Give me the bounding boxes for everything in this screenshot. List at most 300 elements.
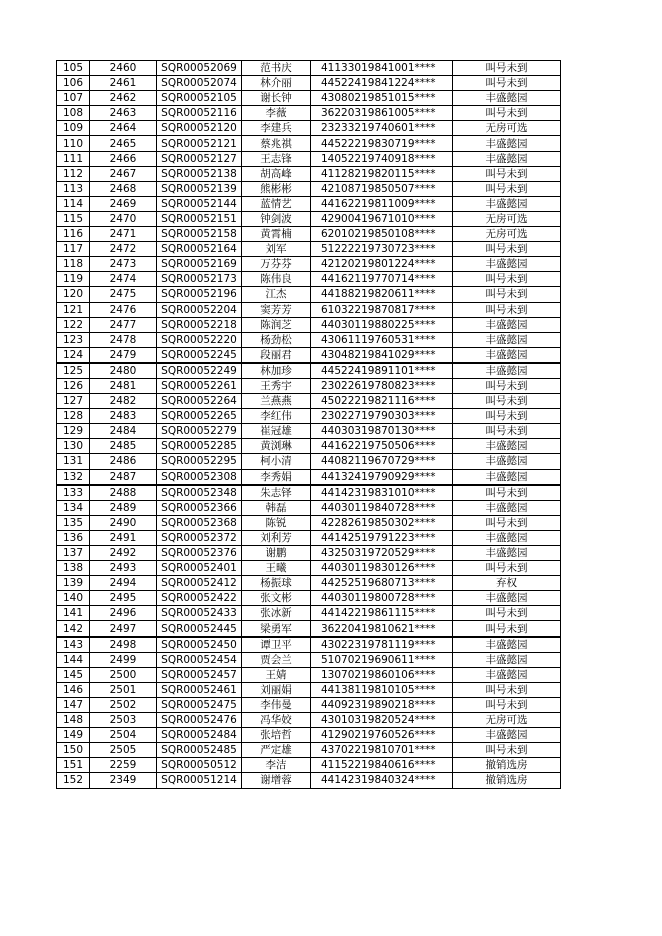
- id-number-cell: 44522419891101****: [311, 363, 453, 379]
- applicant-name-cell: 陈锐: [242, 515, 311, 530]
- id-number-cell: 44142219861115****: [311, 606, 453, 621]
- application-id-cell: SQR00052484: [157, 728, 242, 743]
- table-row: [57, 181, 561, 196]
- queue-number-cell: 2479: [90, 347, 157, 363]
- queue-number-cell: 2472: [90, 242, 157, 257]
- application-id-cell: SQR00052485: [157, 743, 242, 758]
- application-id-cell: SQR00052169: [157, 257, 242, 272]
- queue-number-cell: 2485: [90, 439, 157, 454]
- table-row: [57, 515, 561, 530]
- table-row: [57, 561, 561, 576]
- id-number-cell: 44522419841224****: [311, 76, 453, 91]
- application-id-cell: SQR00052457: [157, 667, 242, 682]
- id-number-cell: 44188219820611****: [311, 287, 453, 302]
- table-row: [57, 439, 561, 454]
- table-row: [57, 363, 561, 379]
- application-id-cell: SQR00052121: [157, 136, 242, 151]
- result-cell: 丰盛懿园: [453, 317, 561, 332]
- applicant-name-cell: 李秀娟: [242, 469, 311, 485]
- application-id-cell: SQR00052204: [157, 302, 242, 317]
- queue-number-cell: 2484: [90, 424, 157, 439]
- seq-number-cell: 135: [57, 515, 90, 530]
- seq-number-cell: 148: [57, 713, 90, 728]
- id-number-cell: 42120219801224****: [311, 257, 453, 272]
- table-row: [57, 682, 561, 697]
- seq-number-cell: 123: [57, 332, 90, 347]
- applicant-name-cell: 黄浏琳: [242, 439, 311, 454]
- applicant-name-cell: 林加珍: [242, 363, 311, 379]
- applicant-name-cell: 刘军: [242, 242, 311, 257]
- application-id-cell: SQR00052151: [157, 211, 242, 226]
- seq-number-cell: 140: [57, 591, 90, 606]
- applicant-name-cell: 谢鹏: [242, 546, 311, 561]
- applicant-name-cell: 朱志铎: [242, 485, 311, 501]
- result-cell: 丰盛懿园: [453, 151, 561, 166]
- application-id-cell: SQR00052372: [157, 530, 242, 545]
- queue-number-cell: 2463: [90, 106, 157, 121]
- table-row: [57, 758, 561, 773]
- allocation-table: [56, 60, 561, 789]
- queue-number-cell: 2503: [90, 713, 157, 728]
- queue-number-cell: 2499: [90, 652, 157, 667]
- seq-number-cell: 132: [57, 469, 90, 485]
- applicant-name-cell: 贾会兰: [242, 652, 311, 667]
- applicant-name-cell: 黄霄楠: [242, 227, 311, 242]
- application-id-cell: SQR00052308: [157, 469, 242, 485]
- queue-number-cell: 2476: [90, 302, 157, 317]
- seq-number-cell: 109: [57, 121, 90, 136]
- application-id-cell: SQR00052279: [157, 424, 242, 439]
- applicant-name-cell: 兰燕燕: [242, 394, 311, 409]
- result-cell: 叫号未到: [453, 76, 561, 91]
- result-cell: 叫号未到: [453, 302, 561, 317]
- table-row: [57, 242, 561, 257]
- result-cell: 叫号未到: [453, 621, 561, 637]
- id-number-cell: 44142319831010****: [311, 485, 453, 501]
- table-row: [57, 576, 561, 591]
- applicant-name-cell: 韩磊: [242, 500, 311, 515]
- table-row: [57, 91, 561, 106]
- seq-number-cell: 150: [57, 743, 90, 758]
- applicant-name-cell: 李建兵: [242, 121, 311, 136]
- seq-number-cell: 126: [57, 378, 90, 393]
- application-id-cell: SQR00052127: [157, 151, 242, 166]
- id-number-cell: 44082119670729****: [311, 454, 453, 469]
- seq-number-cell: 151: [57, 758, 90, 773]
- result-cell: 叫号未到: [453, 61, 561, 76]
- queue-number-cell: 2491: [90, 530, 157, 545]
- application-id-cell: SQR00052422: [157, 591, 242, 606]
- application-id-cell: SQR00052144: [157, 196, 242, 211]
- queue-number-cell: 2492: [90, 546, 157, 561]
- result-cell: 叫号未到: [453, 561, 561, 576]
- application-id-cell: SQR00052164: [157, 242, 242, 257]
- table-row: [57, 106, 561, 121]
- result-cell: 撤销选房: [453, 773, 561, 788]
- seq-number-cell: 131: [57, 454, 90, 469]
- result-cell: 叫号未到: [453, 394, 561, 409]
- queue-number-cell: 2464: [90, 121, 157, 136]
- application-id-cell: SQR00052461: [157, 682, 242, 697]
- table-row: [57, 257, 561, 272]
- result-cell: 丰盛懿园: [453, 728, 561, 743]
- application-id-cell: SQR00052074: [157, 76, 242, 91]
- seq-number-cell: 129: [57, 424, 90, 439]
- queue-number-cell: 2460: [90, 61, 157, 76]
- queue-number-cell: 2259: [90, 758, 157, 773]
- applicant-name-cell: 刘利芳: [242, 530, 311, 545]
- id-number-cell: 44162219811009****: [311, 196, 453, 211]
- table-row: [57, 606, 561, 621]
- application-id-cell: SQR00052475: [157, 697, 242, 712]
- id-number-cell: 41133019841001****: [311, 61, 453, 76]
- application-id-cell: SQR00052196: [157, 287, 242, 302]
- queue-number-cell: 2462: [90, 91, 157, 106]
- id-number-cell: 44030119830126****: [311, 561, 453, 576]
- result-cell: 叫号未到: [453, 272, 561, 287]
- seq-number-cell: 119: [57, 272, 90, 287]
- application-id-cell: SQR00052139: [157, 181, 242, 196]
- application-id-cell: SQR00052454: [157, 652, 242, 667]
- id-number-cell: 44030119800728****: [311, 591, 453, 606]
- queue-number-cell: 2504: [90, 728, 157, 743]
- table-row: [57, 378, 561, 393]
- table-row: [57, 227, 561, 242]
- applicant-name-cell: 冯华姣: [242, 713, 311, 728]
- application-id-cell: SQR00052376: [157, 546, 242, 561]
- seq-number-cell: 137: [57, 546, 90, 561]
- result-cell: 丰盛懿园: [453, 500, 561, 515]
- queue-number-cell: 2494: [90, 576, 157, 591]
- seq-number-cell: 139: [57, 576, 90, 591]
- seq-number-cell: 113: [57, 181, 90, 196]
- application-id-cell: SQR00052295: [157, 454, 242, 469]
- result-cell: 无房可选: [453, 211, 561, 226]
- allocation-table-body: [57, 61, 561, 789]
- seq-number-cell: 112: [57, 166, 90, 181]
- queue-number-cell: 2496: [90, 606, 157, 621]
- applicant-name-cell: 窦芳芳: [242, 302, 311, 317]
- table-row: [57, 121, 561, 136]
- table-row: [57, 637, 561, 653]
- applicant-name-cell: 严定雄: [242, 743, 311, 758]
- seq-number-cell: 149: [57, 728, 90, 743]
- seq-number-cell: 142: [57, 621, 90, 637]
- table-row: [57, 591, 561, 606]
- seq-number-cell: 136: [57, 530, 90, 545]
- result-cell: 丰盛懿园: [453, 530, 561, 545]
- application-id-cell: SQR00052366: [157, 500, 242, 515]
- id-number-cell: 43061119760531****: [311, 332, 453, 347]
- result-cell: 叫号未到: [453, 378, 561, 393]
- applicant-name-cell: 陈润芝: [242, 317, 311, 332]
- result-cell: 丰盛懿园: [453, 667, 561, 682]
- table-row: [57, 61, 561, 76]
- id-number-cell: 44092319890218****: [311, 697, 453, 712]
- queue-number-cell: 2469: [90, 196, 157, 211]
- queue-number-cell: 2482: [90, 394, 157, 409]
- applicant-name-cell: 王婧: [242, 667, 311, 682]
- applicant-name-cell: 江杰: [242, 287, 311, 302]
- application-id-cell: SQR00052158: [157, 227, 242, 242]
- result-cell: 叫号未到: [453, 743, 561, 758]
- application-id-cell: SQR00052105: [157, 91, 242, 106]
- result-cell: 叫号未到: [453, 409, 561, 424]
- result-cell: 丰盛懿园: [453, 637, 561, 653]
- queue-number-cell: 2498: [90, 637, 157, 653]
- table-row: [57, 530, 561, 545]
- table-row: [57, 166, 561, 181]
- queue-number-cell: 2473: [90, 257, 157, 272]
- result-cell: 丰盛懿园: [453, 591, 561, 606]
- application-id-cell: SQR00052220: [157, 332, 242, 347]
- application-id-cell: SQR00052264: [157, 394, 242, 409]
- table-row: [57, 196, 561, 211]
- seq-number-cell: 106: [57, 76, 90, 91]
- application-id-cell: SQR00052450: [157, 637, 242, 653]
- result-cell: 丰盛懿园: [453, 257, 561, 272]
- result-cell: 弃权: [453, 576, 561, 591]
- id-number-cell: 44030319870130****: [311, 424, 453, 439]
- result-cell: 丰盛懿园: [453, 196, 561, 211]
- id-number-cell: 43048219841029****: [311, 347, 453, 363]
- table-row: [57, 773, 561, 788]
- applicant-name-cell: 谭卫平: [242, 637, 311, 653]
- seq-number-cell: 130: [57, 439, 90, 454]
- table-row: [57, 136, 561, 151]
- queue-number-cell: 2474: [90, 272, 157, 287]
- applicant-name-cell: 杨劲松: [242, 332, 311, 347]
- seq-number-cell: 122: [57, 317, 90, 332]
- seq-number-cell: 127: [57, 394, 90, 409]
- application-id-cell: SQR00050512: [157, 758, 242, 773]
- result-cell: 丰盛懿园: [453, 91, 561, 106]
- applicant-name-cell: 王曦: [242, 561, 311, 576]
- result-cell: 丰盛懿园: [453, 652, 561, 667]
- application-id-cell: SQR00051214: [157, 773, 242, 788]
- table-row: [57, 454, 561, 469]
- seq-number-cell: 138: [57, 561, 90, 576]
- application-id-cell: SQR00052265: [157, 409, 242, 424]
- applicant-name-cell: 梁勇军: [242, 621, 311, 637]
- table-row: [57, 272, 561, 287]
- applicant-name-cell: 陈伟良: [242, 272, 311, 287]
- id-number-cell: 44030119840728****: [311, 500, 453, 515]
- application-id-cell: SQR00052069: [157, 61, 242, 76]
- seq-number-cell: 133: [57, 485, 90, 501]
- id-number-cell: 43080219851015****: [311, 91, 453, 106]
- applicant-name-cell: 蔡兆祺: [242, 136, 311, 151]
- seq-number-cell: 118: [57, 257, 90, 272]
- applicant-name-cell: 谢增蓉: [242, 773, 311, 788]
- id-number-cell: 42282619850302****: [311, 515, 453, 530]
- table-row: [57, 743, 561, 758]
- result-cell: 无房可选: [453, 121, 561, 136]
- applicant-name-cell: 胡高峰: [242, 166, 311, 181]
- seq-number-cell: 117: [57, 242, 90, 257]
- table-row: [57, 424, 561, 439]
- table-row: [57, 409, 561, 424]
- queue-number-cell: 2467: [90, 166, 157, 181]
- result-cell: 叫号未到: [453, 424, 561, 439]
- application-id-cell: SQR00052348: [157, 485, 242, 501]
- queue-number-cell: 2465: [90, 136, 157, 151]
- seq-number-cell: 145: [57, 667, 90, 682]
- table-row: [57, 302, 561, 317]
- id-number-cell: 14052219740918****: [311, 151, 453, 166]
- application-id-cell: SQR00052476: [157, 713, 242, 728]
- queue-number-cell: 2483: [90, 409, 157, 424]
- seq-number-cell: 144: [57, 652, 90, 667]
- table-row: [57, 211, 561, 226]
- id-number-cell: 51070219690611****: [311, 652, 453, 667]
- id-number-cell: 41152219840616****: [311, 758, 453, 773]
- seq-number-cell: 152: [57, 773, 90, 788]
- id-number-cell: 23022719790303****: [311, 409, 453, 424]
- id-number-cell: 44030119880225****: [311, 317, 453, 332]
- application-id-cell: SQR00052433: [157, 606, 242, 621]
- application-id-cell: SQR00052120: [157, 121, 242, 136]
- queue-number-cell: 2488: [90, 485, 157, 501]
- table-row: [57, 317, 561, 332]
- applicant-name-cell: 杨振球: [242, 576, 311, 591]
- result-cell: 丰盛懿园: [453, 363, 561, 379]
- result-cell: 丰盛懿园: [453, 469, 561, 485]
- result-cell: 叫号未到: [453, 697, 561, 712]
- id-number-cell: 62010219850108****: [311, 227, 453, 242]
- result-cell: 叫号未到: [453, 106, 561, 121]
- id-number-cell: 43010319820524****: [311, 713, 453, 728]
- table-row: [57, 347, 561, 363]
- table-row: [57, 469, 561, 485]
- queue-number-cell: 2481: [90, 378, 157, 393]
- applicant-name-cell: 王秀宇: [242, 378, 311, 393]
- id-number-cell: 36220319861005****: [311, 106, 453, 121]
- application-id-cell: SQR00052261: [157, 378, 242, 393]
- id-number-cell: 44138119810105****: [311, 682, 453, 697]
- application-id-cell: SQR00052245: [157, 347, 242, 363]
- table-row: [57, 394, 561, 409]
- id-number-cell: 44142519791223****: [311, 530, 453, 545]
- queue-number-cell: 2501: [90, 682, 157, 697]
- result-cell: 叫号未到: [453, 682, 561, 697]
- applicant-name-cell: 王志锋: [242, 151, 311, 166]
- seq-number-cell: 108: [57, 106, 90, 121]
- table-row: [57, 332, 561, 347]
- queue-number-cell: 2505: [90, 743, 157, 758]
- application-id-cell: SQR00052368: [157, 515, 242, 530]
- queue-number-cell: 2478: [90, 332, 157, 347]
- application-id-cell: SQR00052249: [157, 363, 242, 379]
- table-row: [57, 697, 561, 712]
- id-number-cell: 42108719850507****: [311, 181, 453, 196]
- application-id-cell: SQR00052401: [157, 561, 242, 576]
- applicant-name-cell: 张培哲: [242, 728, 311, 743]
- applicant-name-cell: 林介丽: [242, 76, 311, 91]
- queue-number-cell: 2502: [90, 697, 157, 712]
- id-number-cell: 23022619780823****: [311, 378, 453, 393]
- seq-number-cell: 146: [57, 682, 90, 697]
- id-number-cell: 44162119770714****: [311, 272, 453, 287]
- applicant-name-cell: 柯小清: [242, 454, 311, 469]
- queue-number-cell: 2495: [90, 591, 157, 606]
- table-row: [57, 500, 561, 515]
- result-cell: 丰盛懿园: [453, 347, 561, 363]
- applicant-name-cell: 段丽君: [242, 347, 311, 363]
- application-id-cell: SQR00052116: [157, 106, 242, 121]
- id-number-cell: 41290219760526****: [311, 728, 453, 743]
- seq-number-cell: 110: [57, 136, 90, 151]
- seq-number-cell: 120: [57, 287, 90, 302]
- applicant-name-cell: 李薇: [242, 106, 311, 121]
- result-cell: 撤销选房: [453, 758, 561, 773]
- seq-number-cell: 124: [57, 347, 90, 363]
- result-cell: 丰盛懿园: [453, 454, 561, 469]
- id-number-cell: 13070219860106****: [311, 667, 453, 682]
- table-row: [57, 667, 561, 682]
- seq-number-cell: 125: [57, 363, 90, 379]
- id-number-cell: 43022319781119****: [311, 637, 453, 653]
- id-number-cell: 44132419790929****: [311, 469, 453, 485]
- queue-number-cell: 2487: [90, 469, 157, 485]
- result-cell: 叫号未到: [453, 166, 561, 181]
- queue-number-cell: 2486: [90, 454, 157, 469]
- seq-number-cell: 105: [57, 61, 90, 76]
- table-row: [57, 713, 561, 728]
- table-row: [57, 485, 561, 501]
- result-cell: 叫号未到: [453, 181, 561, 196]
- seq-number-cell: 147: [57, 697, 90, 712]
- seq-number-cell: 111: [57, 151, 90, 166]
- queue-number-cell: 2470: [90, 211, 157, 226]
- applicant-name-cell: 谢长钟: [242, 91, 311, 106]
- applicant-name-cell: 范书庆: [242, 61, 311, 76]
- id-number-cell: 36220419810621****: [311, 621, 453, 637]
- queue-number-cell: 2471: [90, 227, 157, 242]
- application-id-cell: SQR00052412: [157, 576, 242, 591]
- queue-number-cell: 2466: [90, 151, 157, 166]
- id-number-cell: 44252519680713****: [311, 576, 453, 591]
- queue-number-cell: 2500: [90, 667, 157, 682]
- result-cell: 丰盛懿园: [453, 136, 561, 151]
- queue-number-cell: 2475: [90, 287, 157, 302]
- result-cell: 无房可选: [453, 713, 561, 728]
- applicant-name-cell: 张文彬: [242, 591, 311, 606]
- result-cell: 叫号未到: [453, 242, 561, 257]
- queue-number-cell: 2349: [90, 773, 157, 788]
- seq-number-cell: 115: [57, 211, 90, 226]
- seq-number-cell: 143: [57, 637, 90, 653]
- id-number-cell: 51222219730723****: [311, 242, 453, 257]
- application-id-cell: SQR00052173: [157, 272, 242, 287]
- seq-number-cell: 141: [57, 606, 90, 621]
- seq-number-cell: 116: [57, 227, 90, 242]
- id-number-cell: 44522219830719****: [311, 136, 453, 151]
- table-row: [57, 728, 561, 743]
- result-cell: 叫号未到: [453, 515, 561, 530]
- applicant-name-cell: 李伟曼: [242, 697, 311, 712]
- applicant-name-cell: 张冰新: [242, 606, 311, 621]
- queue-number-cell: 2497: [90, 621, 157, 637]
- seq-number-cell: 128: [57, 409, 90, 424]
- id-number-cell: 44142319840324****: [311, 773, 453, 788]
- table-row: [57, 151, 561, 166]
- result-cell: 丰盛懿园: [453, 332, 561, 347]
- result-cell: 叫号未到: [453, 485, 561, 501]
- queue-number-cell: 2468: [90, 181, 157, 196]
- applicant-name-cell: 熊彬彬: [242, 181, 311, 196]
- seq-number-cell: 114: [57, 196, 90, 211]
